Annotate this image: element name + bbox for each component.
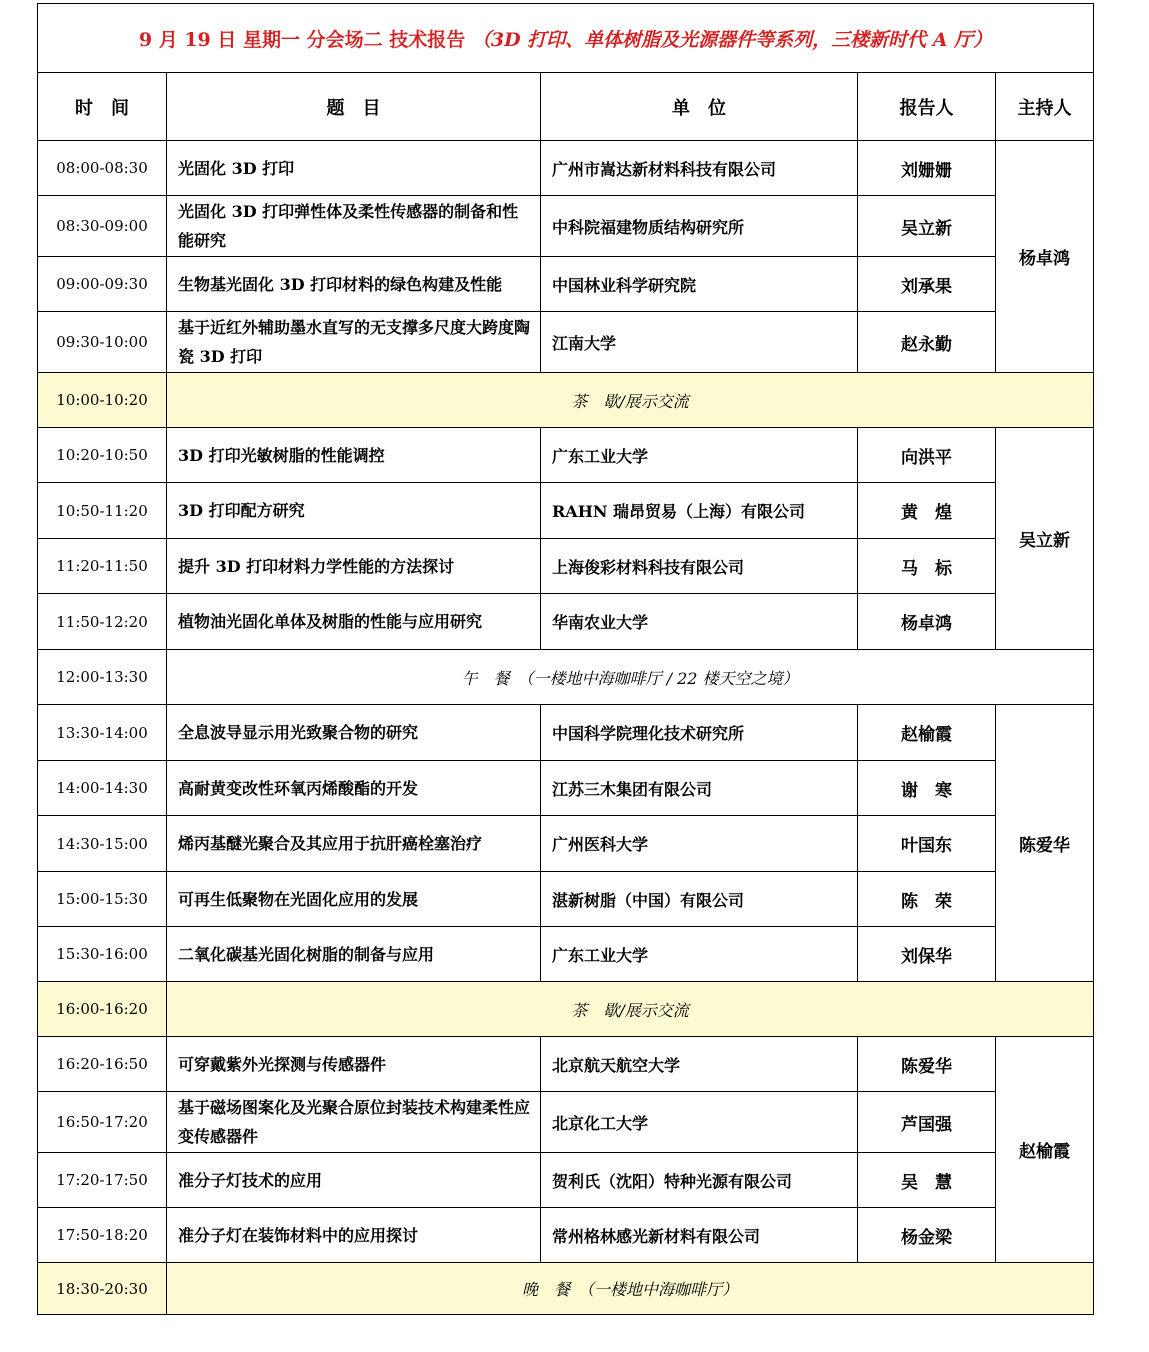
table-row (38, 428, 1094, 483)
speaker-cell: 叶国东 (858, 816, 996, 872)
topic-cell: 3D 打印光敏树脂的性能调控 (167, 428, 541, 483)
time-cell: 18:30-20:30 (38, 1263, 167, 1315)
speaker-cell: 刘保华 (858, 927, 996, 982)
time-cell: 08:00-08:30 (38, 141, 167, 196)
unit-cell: 广东工业大学 (541, 927, 858, 982)
unit-cell: 广州市嵩达新材料科技有限公司 (541, 141, 858, 196)
session-title (38, 4, 1094, 73)
speaker-cell: 刘承果 (858, 257, 996, 312)
time-cell: 10:50-11:20 (38, 483, 167, 539)
time-cell: 09:00-09:30 (38, 257, 167, 312)
time-cell: 16:50-17:20 (38, 1092, 167, 1153)
topic-cell: 高耐黄变改性环氧丙烯酸酯的开发 (167, 761, 541, 816)
time-cell: 13:30-14:00 (38, 705, 167, 761)
header-topic: 题 目 (167, 73, 541, 141)
table-row (38, 1153, 1094, 1208)
topic-cell: 烯丙基醚光聚合及其应用于抗肝癌栓塞治疗 (167, 816, 541, 872)
topic-cell: 二氧化碳基光固化树脂的制备与应用 (167, 927, 541, 982)
time-cell: 09:30-10:00 (38, 312, 167, 373)
time-cell: 08:30-09:00 (38, 196, 167, 257)
title-main: 9 月 19 日 星期一 分会场二 技术报告 (138, 28, 472, 51)
title-sub: （3D 打印、单体树脂及光源器件等系列，三楼新时代 A 厅） (471, 28, 993, 51)
schedule-table (37, 3, 1094, 1315)
break-row (38, 1263, 1094, 1315)
speaker-cell: 谢 寒 (858, 761, 996, 816)
unit-cell: 广东工业大学 (541, 428, 858, 483)
time-cell: 15:30-16:00 (38, 927, 167, 982)
topic-cell: 准分子灯技术的应用 (167, 1153, 541, 1208)
topic-cell: 生物基光固化 3D 打印材料的绿色构建及性能 (167, 257, 541, 312)
time-cell: 16:00-16:20 (38, 982, 167, 1037)
topic-cell: 光固化 3D 打印弹性体及柔性传感器的制备和性能研究 (167, 196, 541, 257)
table-row (38, 872, 1094, 927)
time-cell: 14:30-15:00 (38, 816, 167, 872)
speaker-cell: 黄 煌 (858, 483, 996, 539)
break-note: 茶 歇/展示交流 (167, 982, 1094, 1037)
break-note: 午 餐 （一楼地中海咖啡厅 / 22 楼天空之境） (167, 650, 1094, 705)
topic-cell: 3D 打印配方研究 (167, 483, 541, 539)
unit-cell: 北京化工大学 (541, 1092, 858, 1153)
header-time: 时 间 (38, 73, 167, 141)
table-row (38, 594, 1094, 650)
topic-cell: 提升 3D 打印材料力学性能的方法探讨 (167, 539, 541, 594)
table-row (38, 257, 1094, 312)
speaker-cell: 陈爱华 (858, 1037, 996, 1092)
break-row (38, 982, 1094, 1037)
topic-cell: 基于近红外辅助墨水直写的无支撑多尺度大跨度陶瓷 3D 打印 (167, 312, 541, 373)
header-speaker: 报告人 (858, 73, 996, 141)
time-cell: 11:20-11:50 (38, 539, 167, 594)
unit-cell: 上海俊彩材料科技有限公司 (541, 539, 858, 594)
break-row (38, 650, 1094, 705)
table-row (38, 927, 1094, 982)
unit-cell: 常州格林感光新材料有限公司 (541, 1208, 858, 1263)
host-cell: 吴立新 (996, 428, 1094, 650)
time-cell: 17:20-17:50 (38, 1153, 167, 1208)
header-unit: 单 位 (541, 73, 858, 141)
speaker-cell: 杨卓鸿 (858, 594, 996, 650)
time-cell: 11:50-12:20 (38, 594, 167, 650)
table-row (38, 1037, 1094, 1092)
time-cell: 14:00-14:30 (38, 761, 167, 816)
speaker-cell: 吴立新 (858, 196, 996, 257)
speaker-cell: 向洪平 (858, 428, 996, 483)
topic-cell: 全息波导显示用光致聚合物的研究 (167, 705, 541, 761)
table-row (38, 539, 1094, 594)
time-cell: 15:00-15:30 (38, 872, 167, 927)
speaker-cell: 马 标 (858, 539, 996, 594)
table-row (38, 1208, 1094, 1263)
header-host: 主持人 (996, 73, 1094, 141)
break-note: 晚 餐 （一楼地中海咖啡厅） (167, 1263, 1094, 1315)
topic-cell: 植物油光固化单体及树脂的性能与应用研究 (167, 594, 541, 650)
unit-cell: RAHN 瑞昂贸易（上海）有限公司 (541, 483, 858, 539)
unit-cell: 贺利氏（沈阳）特种光源有限公司 (541, 1153, 858, 1208)
host-cell: 赵榆霞 (996, 1037, 1094, 1263)
speaker-cell: 芦国强 (858, 1092, 996, 1153)
speaker-cell: 刘姗姗 (858, 141, 996, 196)
speaker-cell: 赵永勤 (858, 312, 996, 373)
time-cell: 12:00-13:30 (38, 650, 167, 705)
topic-cell: 可穿戴紫外光探测与传感器件 (167, 1037, 541, 1092)
unit-cell: 中国科学院理化技术研究所 (541, 705, 858, 761)
host-cell: 陈爱华 (996, 705, 1094, 982)
table-row (38, 312, 1094, 373)
table-row (38, 761, 1094, 816)
unit-cell: 江苏三木集团有限公司 (541, 761, 858, 816)
unit-cell: 江南大学 (541, 312, 858, 373)
speaker-cell: 陈 荣 (858, 872, 996, 927)
table-row (38, 483, 1094, 539)
unit-cell: 北京航天航空大学 (541, 1037, 858, 1092)
topic-cell: 基于磁场图案化及光聚合原位封装技术构建柔性应变传感器件 (167, 1092, 541, 1153)
time-cell: 17:50-18:20 (38, 1208, 167, 1263)
break-row (38, 373, 1094, 428)
topic-cell: 可再生低聚物在光固化应用的发展 (167, 872, 541, 927)
topic-cell: 准分子灯在装饰材料中的应用探讨 (167, 1208, 541, 1263)
time-cell: 10:20-10:50 (38, 428, 167, 483)
host-cell: 杨卓鸿 (996, 141, 1094, 373)
table-row (38, 1092, 1094, 1153)
unit-cell: 广州医科大学 (541, 816, 858, 872)
unit-cell: 湛新树脂（中国）有限公司 (541, 872, 858, 927)
unit-cell: 中国林业科学研究院 (541, 257, 858, 312)
table-row (38, 705, 1094, 761)
speaker-cell: 杨金梁 (858, 1208, 996, 1263)
table-row (38, 816, 1094, 872)
header-row (38, 73, 1094, 141)
topic-cell: 光固化 3D 打印 (167, 141, 541, 196)
unit-cell: 中科院福建物质结构研究所 (541, 196, 858, 257)
table-row (38, 196, 1094, 257)
break-note: 茶 歇/展示交流 (167, 373, 1094, 428)
table-row (38, 141, 1094, 196)
time-cell: 16:20-16:50 (38, 1037, 167, 1092)
speaker-cell: 吴 慧 (858, 1153, 996, 1208)
unit-cell: 华南农业大学 (541, 594, 858, 650)
speaker-cell: 赵榆霞 (858, 705, 996, 761)
time-cell: 10:00-10:20 (38, 373, 167, 428)
